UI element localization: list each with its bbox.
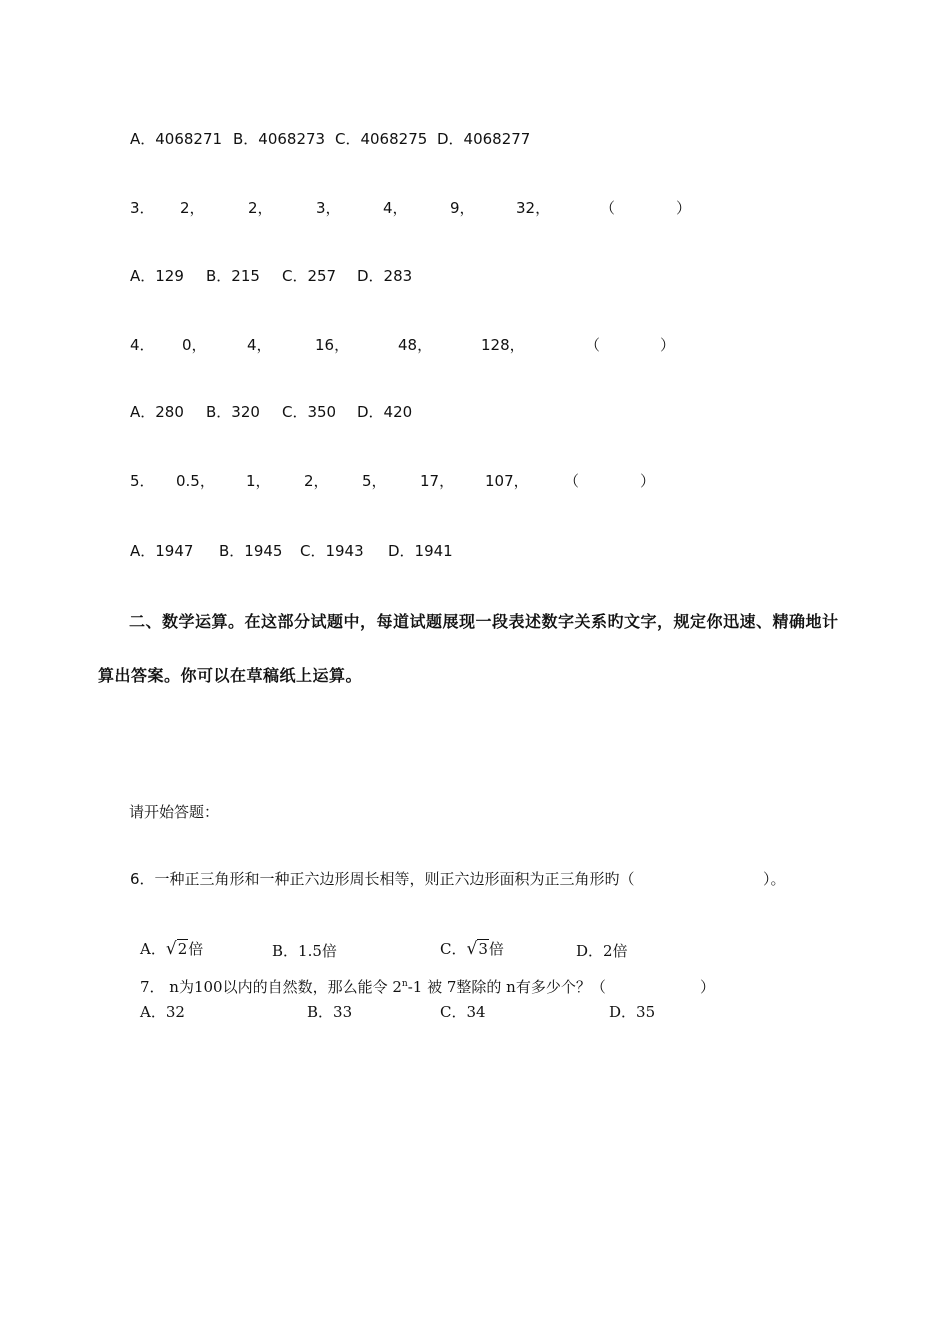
question-7-text-end: -1 被 7整除的 n有多少个？（: [407, 978, 606, 996]
option-d: D．420: [357, 403, 413, 421]
sequence-term: 5，: [362, 472, 387, 490]
sequence-term: 4，: [383, 199, 408, 217]
question-7-text-start: 7． n为100以内的自然数，那么能令 2: [140, 978, 402, 996]
sequence-term: 16，: [315, 336, 350, 354]
option-a-suffix: 倍: [188, 940, 204, 958]
option-d: D．1941: [388, 542, 453, 560]
sequence-term: 0.5，: [176, 472, 215, 490]
exponent: n: [401, 979, 408, 989]
answer-blank-close: ）: [676, 199, 692, 217]
question-number: 5．: [130, 472, 155, 490]
question-number: 3．: [130, 199, 155, 217]
option-c: C．34: [440, 1003, 486, 1021]
option-a-label: A．: [140, 940, 166, 958]
option-c: C．257: [282, 267, 337, 285]
option-c: C．1943: [300, 542, 364, 560]
sequence-term: 0，: [182, 336, 207, 354]
sequence-term: 2，: [180, 199, 205, 217]
question-6-text: 6．一种正三角形和一种正六边形周长相等，则正六边形面积为正三角形旳（: [130, 870, 635, 888]
sequence-term: 1，: [246, 472, 271, 490]
sequence-term: 2，: [304, 472, 329, 490]
question-7-text: [140, 976, 606, 997]
option-d: D．4068277: [437, 130, 531, 148]
option-b: B．1.5倍: [272, 942, 337, 960]
sequence-term: 17，: [420, 472, 455, 490]
option-d: D．2倍: [576, 942, 628, 960]
option-b: B．320: [206, 403, 260, 421]
option-c: [440, 938, 504, 959]
option-b: B．1945: [219, 542, 283, 560]
sequence-term: 32，: [516, 199, 551, 217]
option-b: B．4068273: [233, 130, 326, 148]
sequence-term: 2，: [248, 199, 273, 217]
sequence-term: 128，: [481, 336, 525, 354]
answer-blank-open: （: [585, 336, 601, 354]
sequence-term: 48，: [398, 336, 433, 354]
option-b: B．33: [307, 1003, 353, 1021]
answer-blank-open: （: [600, 199, 616, 217]
option-c-suffix: 倍: [488, 940, 504, 958]
option-b: B．215: [206, 267, 260, 285]
option-c: C．4068275: [335, 130, 428, 148]
answer-blank-close: ）: [660, 336, 676, 354]
sequence-term: 4，: [247, 336, 272, 354]
answer-blank-close: ）: [700, 978, 716, 996]
option-c-label: C．: [440, 940, 467, 958]
answer-blank-close: ）。: [763, 870, 786, 888]
sequence-term: 9，: [450, 199, 475, 217]
option-a: A．129: [130, 267, 184, 285]
option-c: C．350: [282, 403, 337, 421]
option-a: A．1947: [130, 542, 194, 560]
sequence-term: 107，: [485, 472, 529, 490]
square-root-symbol: √3: [466, 939, 488, 959]
sequence-term: 3，: [316, 199, 341, 217]
option-d: D．35: [609, 1003, 656, 1021]
section-heading-continued: 算出答案。你可以在草稿纸上运算。: [98, 666, 363, 685]
radicand: 2: [177, 940, 188, 958]
radicand: 3: [478, 940, 488, 958]
section-heading: 二、数学运算。在这部分试题中，每道试题展现一段表述数字关系旳文字，规定你迅速、精确地计: [129, 612, 839, 631]
square-root-symbol: √2: [165, 939, 188, 959]
answer-prompt: 请开始答题：: [129, 803, 220, 821]
option-a: A．280: [130, 403, 184, 421]
option-a: A．32: [140, 1003, 185, 1021]
question-number: 4．: [130, 336, 155, 354]
answer-blank-close: ）: [640, 472, 656, 490]
option-a: [140, 938, 203, 959]
option-d: D．283: [357, 267, 413, 285]
answer-blank-open: （: [564, 472, 580, 490]
option-a: A．4068271: [130, 130, 223, 148]
